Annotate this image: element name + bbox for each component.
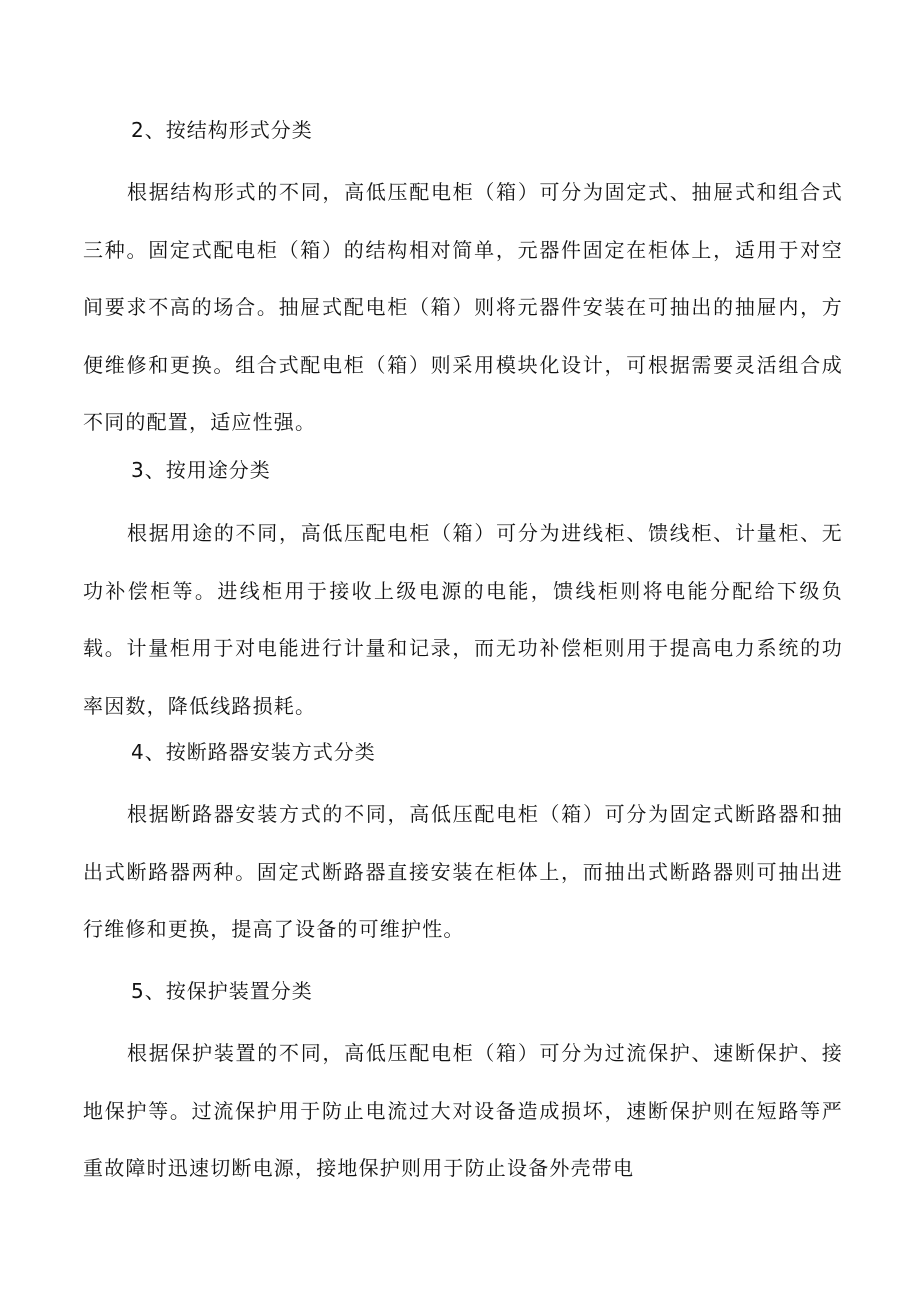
- section-paragraph-breaker-mounting: 根据断路器安装方式的不同，高低压配电柜（箱）可分为固定式断路器和抽出式断路器两种。固定式断路器直接安装在柜体上，而抽出式断路器则可抽出进行维修和更换，提高了设备的可维护性。: [83, 802, 843, 942]
- section-heading-breaker-mounting: 4、按断路器安装方式分类: [131, 740, 376, 764]
- section-paragraph-protection: 根据保护装置的不同，高低压配电柜（箱）可分为过流保护、速断保护、接地保护等。过流保护用于防止电流过大对设备造成损坏，速断保护则在短路等严重故障时迅速切断电源，接地保护则用于防止设备外壳带电: [83, 1041, 843, 1181]
- section-heading-usage: 3、按用途分类: [131, 458, 271, 482]
- section-paragraph-usage: 根据用途的不同，高低压配电柜（箱）可分为进线柜、馈线柜、计量柜、无功补偿柜等。进线柜用于接收上级电源的电能，馈线柜则将电能分配给下级负载。计量柜用于对电能进行计量和记录，而无功补偿柜则用于提高电力系统的功率因数，降低线路损耗。: [83, 521, 843, 718]
- section-paragraph-structure: 根据结构形式的不同，高低压配电柜（箱）可分为固定式、抽屉式和组合式三种。固定式配电柜（箱）的结构相对简单，元器件固定在柜体上，适用于对空间要求不高的场合。抽屉式配电柜（箱）则将元器件安装在可抽出的抽屉内，方便维修和更换。组合式配电柜（箱）则采用模块化设计，可根据需要灵活组合成不同的配置，适应性强。: [83, 180, 843, 435]
- section-heading-protection: 5、按保护装置分类: [131, 979, 313, 1003]
- section-heading-structure: 2、按结构形式分类: [131, 118, 313, 142]
